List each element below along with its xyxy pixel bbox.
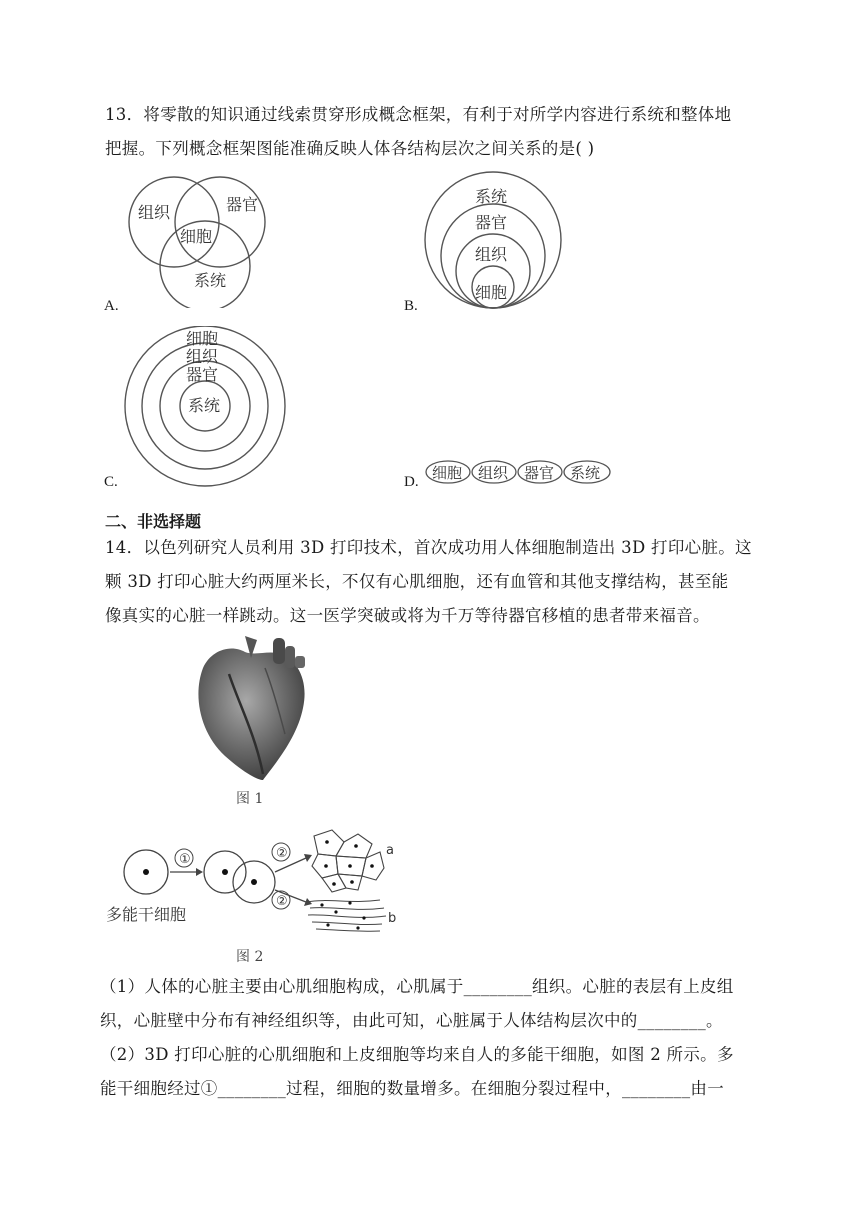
figure-1-caption: 图 1 (236, 791, 264, 807)
option-c-word-1: 细胞 (186, 329, 219, 348)
option-c-word-3: 器官 (186, 365, 219, 384)
step-2-marker-lower: ② (276, 894, 288, 909)
q13-text (105, 98, 765, 166)
option-a-word-2: 器官 (226, 195, 259, 214)
tissue-b-label: b (388, 911, 397, 926)
option-a-label: A. (104, 298, 119, 314)
sub-question-2 (100, 1038, 765, 1106)
q13-line2: 把握。下列概念框架图能准确反映人体各结构层次之间关系的是( ) (105, 139, 595, 158)
option-d-word-2: 组织 (478, 464, 509, 482)
q14-line2: 颗 3D 打印心脏大约两厘米长，不仅有心肌细胞，还有血管和其他支撑结构，甚至能 (105, 572, 729, 591)
option-b-label: B. (404, 298, 418, 314)
option-b-word-2: 器官 (475, 213, 508, 232)
step-1-marker: ① (179, 852, 191, 867)
stem-cell-label: 多能干细胞 (106, 905, 187, 924)
option-a-venn-diagram (120, 168, 270, 308)
option-b-nested-circles (418, 168, 568, 313)
section-heading: 二、非选择题 (105, 512, 202, 531)
option-a-word-4: 系统 (194, 271, 227, 290)
option-b-word-3: 组织 (475, 245, 508, 264)
option-c-label: C. (104, 474, 118, 490)
q14-text (105, 531, 765, 633)
option-c-concentric-circles (118, 326, 294, 490)
option-b-word-4: 细胞 (475, 283, 508, 302)
sub2-line2: 能干细胞经过①________过程，细胞的数量增多。在细胞分裂过程中，________由一 (100, 1079, 724, 1098)
option-d-label: D. (404, 474, 419, 490)
option-d-chain-ellipses (424, 458, 616, 488)
figure-2-caption: 图 2 (236, 949, 264, 965)
option-c-word-4: 系统 (188, 396, 221, 415)
sub-question-1 (100, 970, 765, 1038)
option-a-word-1: 组织 (138, 203, 171, 222)
step-2-marker-upper: ② (276, 846, 288, 861)
option-d-word-1: 细胞 (432, 464, 463, 482)
sub1-line2: 织，心脏壁中分布有神经组织等，由此可知，心脏属于人体结构层次中的________。 (100, 1011, 723, 1030)
option-d-word-4: 系统 (570, 464, 601, 482)
option-b-word-1: 系统 (475, 187, 508, 206)
q14-line1: 14．以色列研究人员利用 3D 打印技术，首次成功用人体细胞制造出 3D 打印心脏。这 (105, 538, 752, 557)
q13-line1: 13．将零散的知识通过线索贯穿形成概念框架，有利于对所学内容进行系统和整体地 (105, 105, 732, 124)
sub1-line1: （1）人体的心脏主要由心肌细胞构成，心肌属于________组织。心脏的表层有上皮组 (100, 977, 734, 996)
option-c-word-2: 组织 (186, 347, 219, 366)
heart-image (185, 634, 315, 782)
q14-line3: 像真实的心脏一样跳动。这一医学突破或将为千万等待器官移植的患者带来福音。 (105, 606, 710, 625)
option-a-word-3: 细胞 (180, 227, 213, 246)
tissue-a-label: a (386, 843, 394, 858)
option-d-word-3: 器官 (524, 464, 555, 482)
sub2-line1: （2）3D 打印心脏的心肌细胞和上皮细胞等均来自人的多能干细胞，如图 2 所示。多 (100, 1045, 734, 1064)
